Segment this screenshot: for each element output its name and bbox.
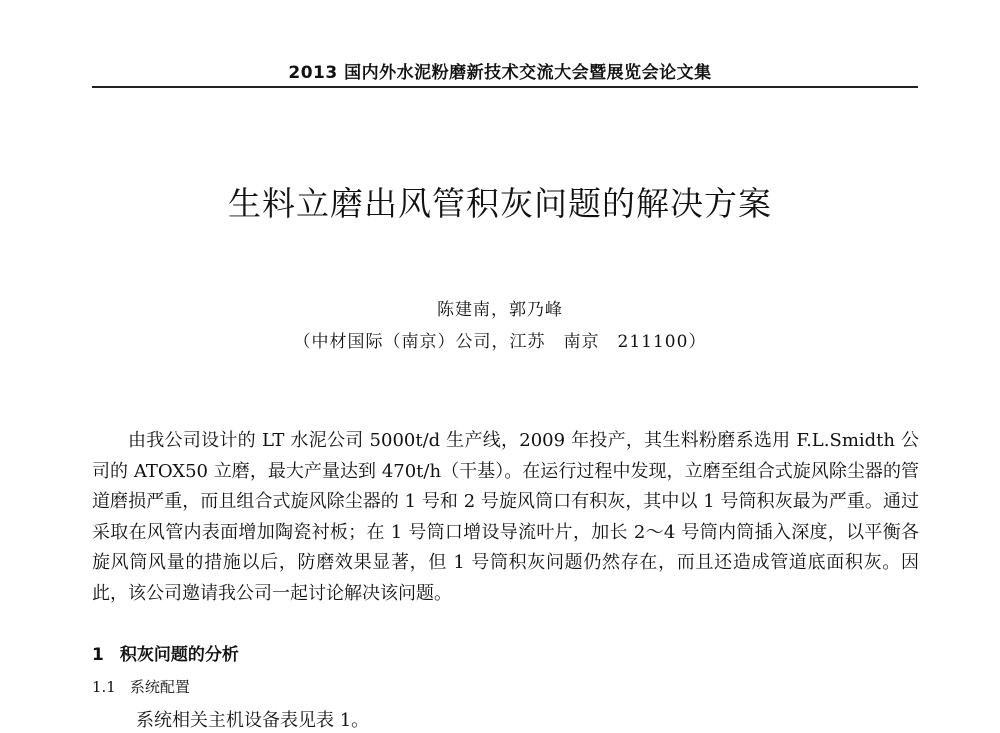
authors: 陈建南，郭乃峰 (437, 300, 563, 320)
article-title: 生料立磨出风管积灰问题的解决方案 (228, 184, 772, 223)
subsection-title: 系统配置 (129, 678, 190, 696)
running-header: 2013 国内外水泥粉磨新技术交流大会暨展览会论文集 (288, 63, 712, 83)
affiliation: （中材国际（南京）公司，江苏 南京 211100） (293, 332, 707, 352)
subsection-number: 1.1 (92, 678, 116, 696)
intro-paragraph: 由我公司设计的 LT 水泥公司 5000t/d 生产线，2009 年投产，其生料粉磨系选用 F.L.Smidth 公司的 ATOX50 立磨，最大产量达到 470t/h（干基）。在运行过程中发现，立磨至组合式旋风除尘器的管道磨损严重，而且组合式旋风除尘器的 1 号和 2 号旋风筒口有积灰，其中以 1 号筒积灰最为严重。通过采取在风管内表面增加陶瓷衬板；在 1 号筒口增设导流叶片，加长 2～4 号筒内筒插入深度，以平衡各旋风筒风量的措施以后，防磨效果显著，但 1 号筒积灰问题仍然存在，而且还造成管道底面积灰。因此，该公司邀请我公司一起讨论解决该问题。 (92, 430, 919, 604)
section-heading (92, 640, 239, 665)
section-title: 积灰问题的分析 (119, 645, 239, 665)
section-number: 1 (92, 645, 104, 665)
header-rule (92, 86, 918, 88)
subsection-heading (92, 676, 190, 697)
body-text: 系统相关主机设备表见表 1。 (136, 710, 370, 731)
